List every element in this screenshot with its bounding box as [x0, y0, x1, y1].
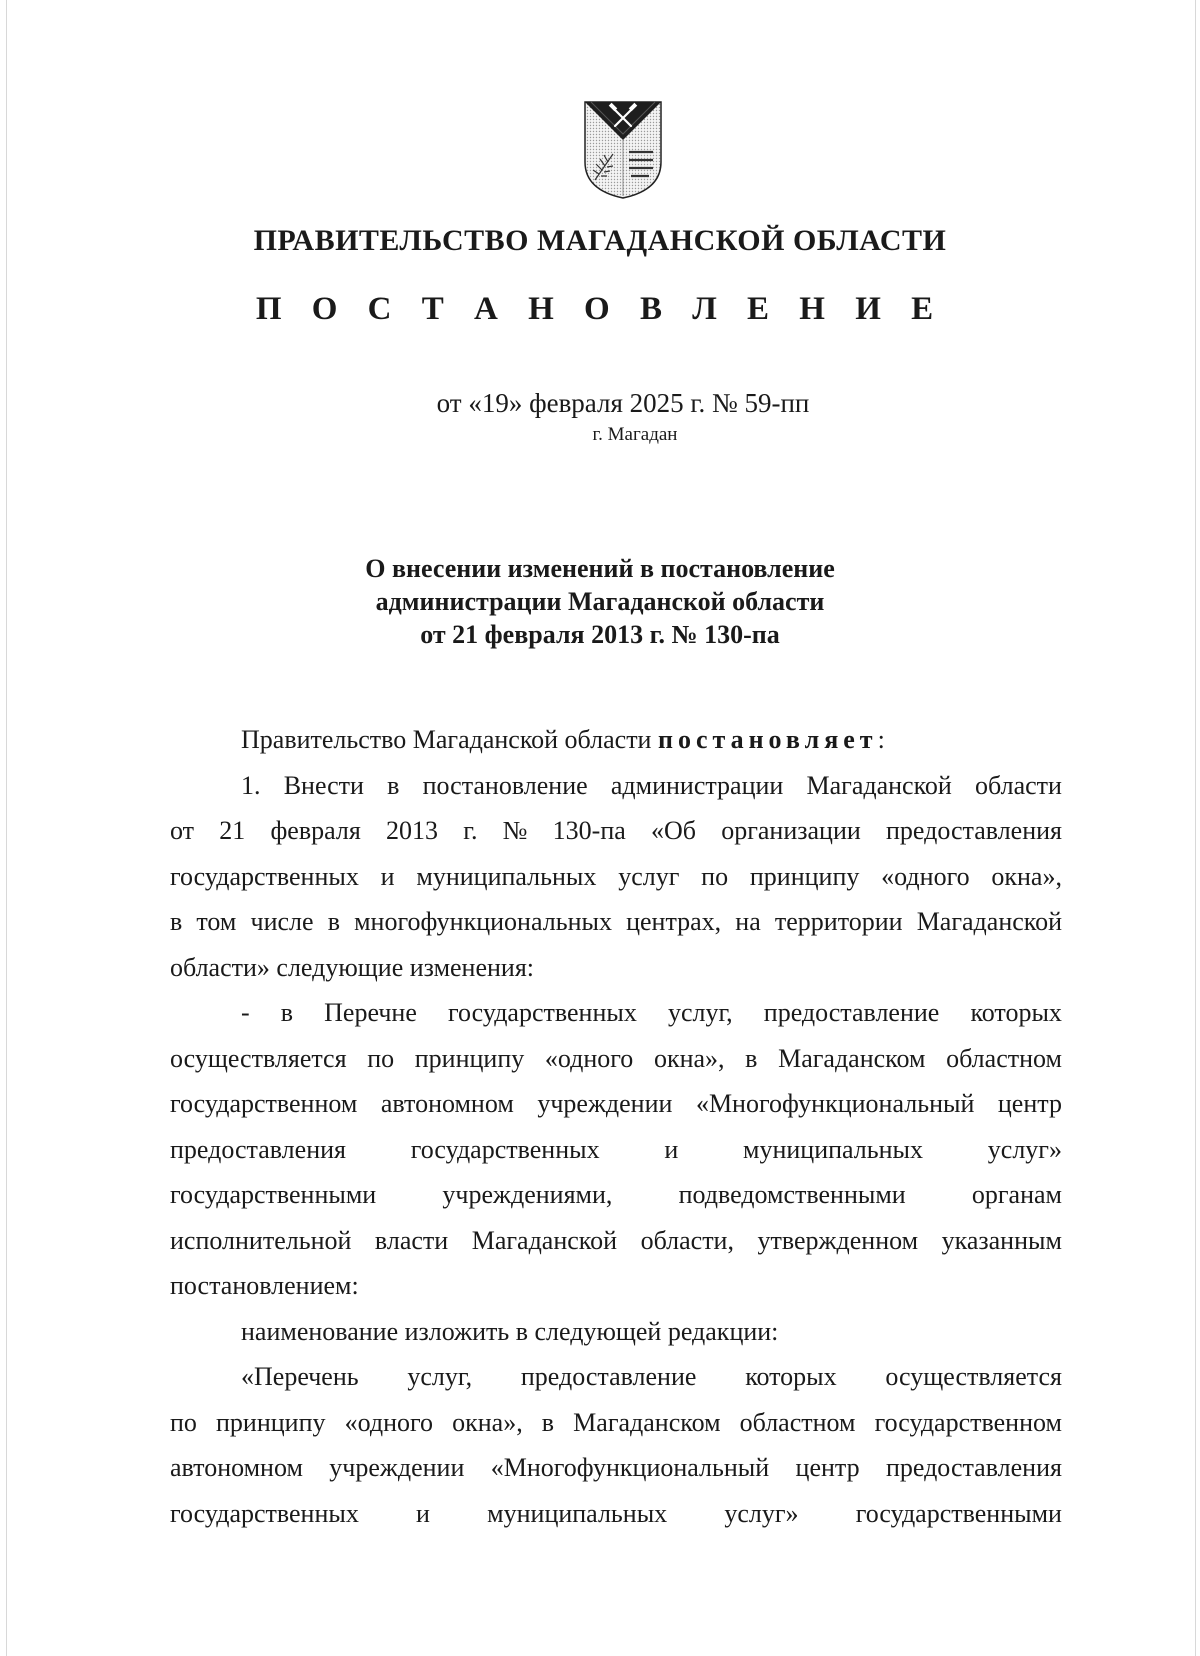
body-word: власти	[374, 1225, 449, 1255]
body-line	[170, 1491, 1062, 1537]
body-word: окна»,	[991, 861, 1062, 891]
body-word: государственными	[855, 1498, 1062, 1528]
body-word: от	[170, 816, 195, 845]
body-word: окна»,	[452, 1407, 523, 1437]
body-line	[170, 1081, 1062, 1127]
body-word: Магаданской	[471, 1225, 618, 1255]
body-word: государственными	[170, 1180, 377, 1209]
body-word: предоставление	[520, 1362, 697, 1391]
body-word: Перечне	[324, 998, 417, 1027]
subject-line: О внесении изменений в постановление	[365, 554, 835, 583]
body-word: многофункциональных	[354, 907, 612, 936]
body-word: которых	[970, 998, 1062, 1027]
body-word: области	[975, 770, 1062, 800]
body-word: в	[280, 998, 294, 1027]
body-word: «Об	[651, 816, 697, 845]
body-line	[170, 1127, 1062, 1173]
body-word: Магаданском	[778, 1043, 926, 1073]
body-word: «одного	[544, 1043, 634, 1073]
body-word: Магаданском	[573, 1407, 721, 1437]
body-word: исполнительной	[170, 1225, 352, 1255]
body-word: на	[735, 907, 761, 936]
body-word: услуг»	[724, 1498, 799, 1528]
body-word: указанным	[941, 1225, 1062, 1255]
body-word: муниципальных	[487, 1498, 668, 1528]
body-word: областном	[739, 1407, 856, 1437]
body-word: автономном	[380, 1089, 514, 1118]
body-word: предоставления	[170, 1134, 346, 1164]
body-line: наименование изложить в следующей редакции:	[241, 1316, 779, 1346]
body-word: государственных	[170, 1498, 359, 1528]
body-word: и	[664, 1134, 679, 1164]
body-word: центр	[997, 1089, 1062, 1118]
body-word: февраля	[270, 816, 361, 845]
body-line	[170, 1218, 1062, 1264]
preamble-emphasis: постановляет	[657, 725, 878, 754]
body-line: постановлением:	[170, 1271, 359, 1300]
body-word: государственных	[410, 1134, 600, 1164]
body-word: органам	[971, 1180, 1062, 1209]
body-word: Магаданской	[916, 907, 1062, 936]
body-word: «Многофункциональный	[490, 1453, 770, 1482]
body-word: подведомственными	[678, 1180, 906, 1209]
body-word: 1.	[241, 770, 261, 800]
body-word: №	[502, 816, 528, 845]
body-word: государственном	[170, 1089, 358, 1118]
preamble-line	[170, 717, 1062, 763]
document-type-title: П О С Т А Н О В Л Е Н И Е	[255, 291, 945, 327]
body-word: услуг,	[407, 1362, 473, 1391]
body-word: «Перечень	[241, 1362, 359, 1391]
body-word: центр	[795, 1453, 860, 1482]
body-word: осуществляется	[885, 1362, 1062, 1391]
body-line	[170, 1445, 1062, 1491]
coat-of-arms-emblem	[583, 100, 663, 200]
body-word: областном	[946, 1043, 1062, 1073]
document-date-number: от «19» февраля 2025 г. № 59-пп	[436, 388, 810, 418]
body-word: администрации	[610, 770, 784, 800]
body-word: числе	[250, 907, 314, 936]
body-word: -	[241, 998, 250, 1027]
body-line	[170, 808, 1062, 854]
body-word: муниципальных	[743, 1134, 924, 1164]
body-word: 130-па	[552, 816, 626, 845]
subject-line: от 21 февраля 2013 г. № 130-па	[420, 620, 780, 649]
body-line	[170, 854, 1062, 900]
body-word: государственных	[447, 998, 637, 1027]
body-word: учреждении	[537, 1089, 673, 1118]
preamble-end: :	[877, 725, 885, 754]
body-word: организации	[721, 816, 861, 845]
body-word: в	[170, 907, 183, 936]
body-line	[170, 763, 1062, 809]
body-word: в	[541, 1407, 555, 1437]
document-subject	[0, 552, 1200, 651]
body-word: в	[327, 907, 340, 936]
government-title: ПРАВИТЕЛЬСТВО МАГАДАНСКОЙ ОБЛАСТИ	[253, 224, 947, 257]
body-word: государственных	[170, 861, 359, 891]
body-word: принципу	[749, 861, 860, 891]
body-line	[170, 1400, 1062, 1446]
body-word: услуг,	[667, 998, 733, 1027]
body-word: по	[170, 1407, 197, 1437]
body-word: предоставление	[763, 998, 940, 1027]
body-line	[170, 990, 1062, 1036]
body-word: которых	[745, 1362, 837, 1391]
body-word: и	[380, 861, 395, 891]
body-word: территории	[774, 907, 903, 936]
body-word: осуществляется	[170, 1043, 347, 1073]
body-word: центрах,	[626, 907, 722, 936]
body-word: по	[367, 1043, 395, 1073]
body-word: автономном	[170, 1453, 303, 1482]
body-word: предоставления	[886, 816, 1062, 845]
body-word: муниципальных	[416, 861, 597, 891]
body-lines	[170, 763, 1062, 1537]
body-line	[170, 1354, 1062, 1400]
body-word: том	[196, 907, 237, 936]
body-word: 2013	[386, 816, 439, 845]
body-word: услуг	[618, 861, 680, 891]
body-word: «Многофункциональный	[695, 1089, 975, 1118]
body-word: Внести	[283, 770, 364, 800]
body-word: в	[745, 1043, 758, 1073]
subject-line: администрации Магаданской области	[375, 587, 825, 616]
body-line	[170, 1036, 1062, 1082]
body-word: принципу	[414, 1043, 525, 1073]
body-word: государственном	[874, 1407, 1062, 1437]
body-word: принципу	[216, 1407, 326, 1437]
body-word: 21	[219, 816, 246, 845]
body-word: предоставления	[885, 1453, 1062, 1482]
body-word: постановление	[422, 770, 588, 800]
body-word: в	[387, 770, 400, 800]
body-word: г.	[463, 816, 478, 845]
body-line: области» следующие изменения:	[170, 952, 535, 982]
body-word: утвержденном	[757, 1225, 919, 1255]
body-line	[170, 899, 1062, 945]
body-word: услуг»	[987, 1134, 1062, 1164]
preamble-text: Правительство Магаданской области	[241, 725, 658, 754]
document-body	[170, 717, 1062, 1536]
body-word: Магаданской	[806, 770, 952, 800]
body-word: учреждении	[329, 1453, 465, 1482]
body-word: «одного	[344, 1407, 434, 1437]
body-word: и	[416, 1498, 430, 1528]
body-word: по	[701, 861, 729, 891]
body-word: «одного	[881, 861, 970, 891]
body-word: окна»,	[653, 1043, 725, 1073]
document-city: г. Магадан	[592, 424, 678, 445]
body-word: области,	[640, 1225, 734, 1255]
body-word: учреждениями,	[442, 1180, 613, 1209]
body-line	[170, 1172, 1062, 1218]
